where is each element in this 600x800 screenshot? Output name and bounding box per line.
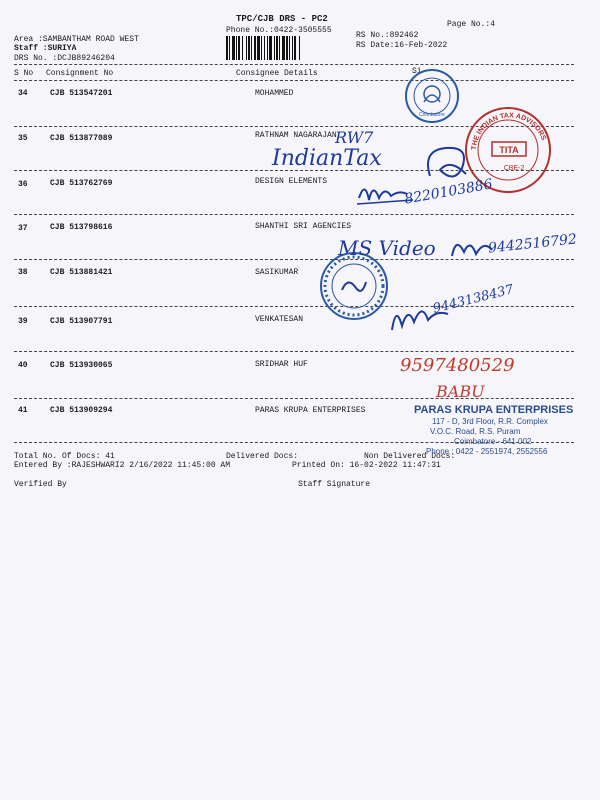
row-consignment: CJB 513762769 bbox=[50, 179, 113, 188]
svg-text:TITA: TITA bbox=[499, 145, 519, 155]
row-consignment: CJB 513909294 bbox=[50, 406, 113, 415]
drs-number: DRS No. :DCJB89246204 bbox=[14, 54, 115, 63]
row-consignment: CJB 513547201 bbox=[50, 89, 113, 98]
row-consignment: CJB 513877089 bbox=[50, 134, 113, 143]
svg-text:CBE-2: CBE-2 bbox=[503, 165, 525, 172]
row-consignment: CJB 513881421 bbox=[50, 268, 113, 277]
column-consignee: Consignee Details bbox=[236, 69, 318, 78]
row-sno: 41 bbox=[18, 406, 28, 415]
row-sno: 35 bbox=[18, 134, 28, 143]
phone-number: Phone No.:0422-3505555 bbox=[226, 26, 332, 35]
row-consignee: RATHNAM NAGARAJAN bbox=[255, 131, 337, 140]
handwritten-phone-39: 9443138437 bbox=[431, 282, 516, 317]
paras-stamp-line2: V.O.C. Road, R.S. Puram bbox=[430, 427, 521, 436]
row-sno: 40 bbox=[18, 361, 28, 370]
round-seal-stamp bbox=[318, 250, 390, 322]
entered-by: Entered By :RAJESHWARI2 2/16/2022 11:45:00 AM bbox=[14, 461, 231, 470]
total-docs: Total No. Of Docs: 41 bbox=[14, 452, 115, 461]
paras-stamp-line1: 117 - D, 3rd Floor, R.R. Complex bbox=[432, 417, 548, 426]
row-consignment: CJB 513907791 bbox=[50, 317, 113, 326]
divider bbox=[14, 306, 574, 307]
paras-stamp-line4: Phone : 0422 - 2551974, 2552556 bbox=[426, 447, 548, 456]
signature-scribble bbox=[420, 140, 476, 186]
verified-by: Verified By bbox=[14, 480, 67, 489]
row-consignment: CJB 513798616 bbox=[50, 223, 113, 232]
row-consignee: SHANTHI SRI AGENCIES bbox=[255, 222, 352, 231]
column-signature: Si bbox=[412, 67, 422, 76]
handwritten-ms-video: MS Video bbox=[338, 236, 436, 260]
handwritten-note-40: BABU bbox=[436, 382, 485, 401]
divider bbox=[14, 64, 574, 65]
row-consignee: MOHAMMED bbox=[255, 89, 294, 98]
column-consignment: Consignment No bbox=[46, 69, 114, 78]
handwritten-rw: RW7 bbox=[335, 128, 374, 147]
column-sno: S No bbox=[14, 69, 34, 78]
divider bbox=[14, 398, 574, 399]
row-consignee: VENKATESAN bbox=[255, 315, 304, 324]
page-number: Page No.:4 bbox=[447, 20, 496, 29]
rs-number: RS No.:892462 bbox=[356, 31, 419, 40]
divider bbox=[14, 214, 574, 215]
row-sno: 37 bbox=[18, 224, 28, 233]
row-consignee: DESIGN ELEMENTS bbox=[255, 177, 328, 186]
document-title: TPC/CJB DRS - PC2 bbox=[236, 14, 328, 24]
handwritten-phone-40: 9597480529 bbox=[400, 355, 515, 376]
row-sno: 39 bbox=[18, 317, 28, 326]
printed-on: Printed On: 16-02-2022 11:47:31 bbox=[292, 461, 441, 470]
area: Area :SAMBANTHAM ROAD WEST bbox=[14, 35, 139, 44]
row-consignee: SRIDHAR HUF bbox=[255, 360, 308, 369]
row-consignment: CJB 513930065 bbox=[50, 361, 113, 370]
company-seal-stamp bbox=[400, 66, 464, 126]
row-sno: 36 bbox=[18, 180, 28, 189]
handwritten-phone-37: 9442516792 bbox=[487, 231, 578, 257]
row-sno: 34 bbox=[18, 89, 28, 98]
svg-text:Coimbatore: Coimbatore bbox=[419, 112, 445, 118]
divider bbox=[14, 351, 574, 352]
rs-date: RS Date:16-Feb-2022 bbox=[356, 41, 448, 50]
paras-stamp-line3: Coimbatore - 641 002 bbox=[454, 437, 532, 446]
handwritten-indian-tax: IndianTax bbox=[272, 146, 382, 171]
delivered-docs: Delivered Docs: bbox=[226, 452, 299, 461]
staff: Staff :SURIYA bbox=[14, 44, 77, 53]
non-delivered-docs: Non Delivered Docs: bbox=[364, 452, 456, 461]
row-consignee: SASIKUMAR bbox=[255, 268, 299, 277]
divider bbox=[14, 80, 574, 81]
svg-text:THE INDIAN TAX ADVISORS: THE INDIAN TAX ADVISORS bbox=[470, 112, 547, 151]
barcode bbox=[224, 36, 348, 62]
row-sno: 38 bbox=[18, 268, 28, 277]
handwritten-phone-36: 8220103886 bbox=[403, 176, 494, 208]
row-consignee: PARAS KRUPA ENTERPRISES bbox=[255, 406, 366, 415]
paras-stamp-name: PARAS KRUPA ENTERPRISES bbox=[414, 404, 574, 416]
staff-signature-label: Staff Signature bbox=[298, 480, 371, 489]
